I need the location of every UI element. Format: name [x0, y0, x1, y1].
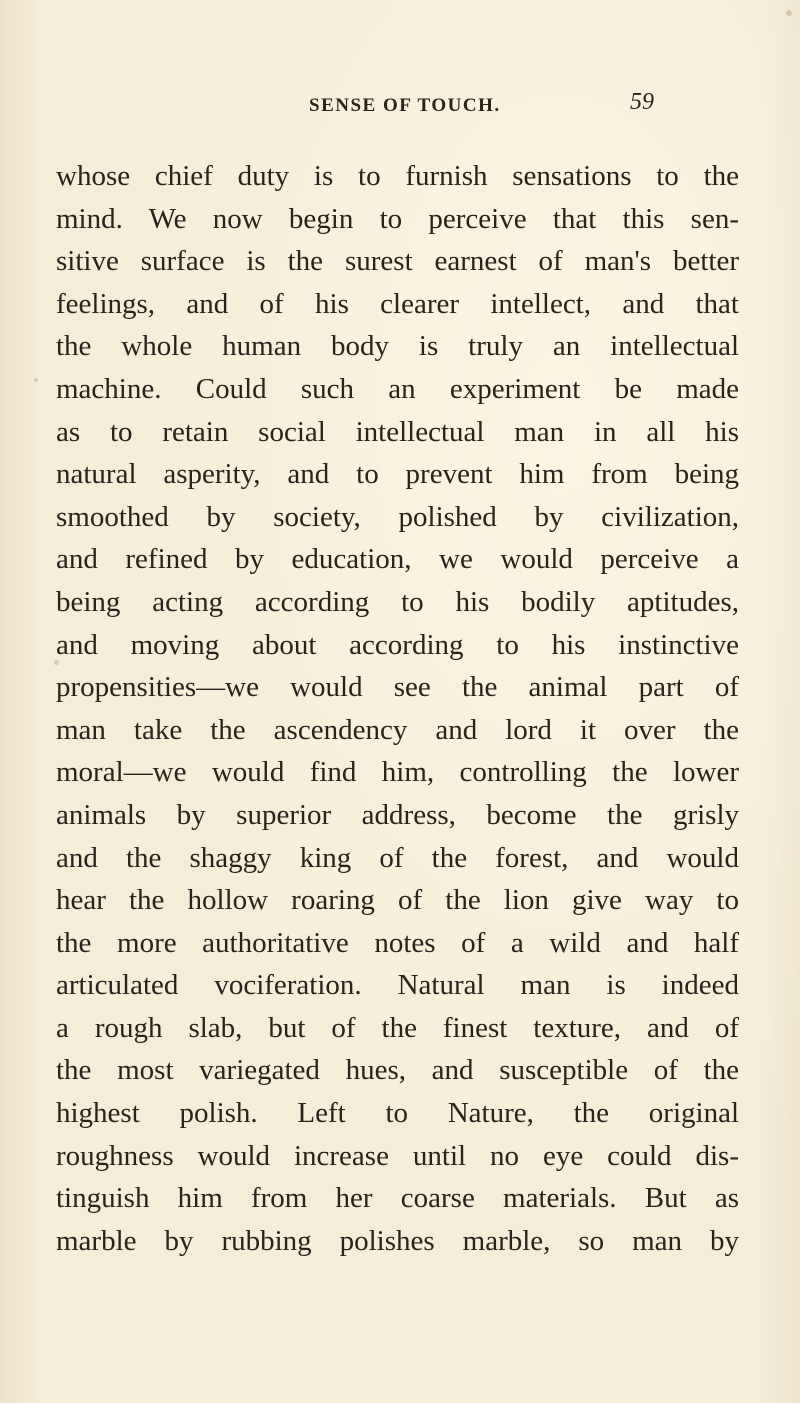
text-line: as to retain social intellectual man in all his — [56, 415, 739, 448]
text-line: mind. We now begin to perceive that this sen- — [56, 202, 739, 235]
text-line: being acting according to his bodily aptitudes, — [56, 585, 739, 618]
text-line: moral—we would find him, controlling the lower — [56, 756, 739, 789]
text-line: the more authoritative notes of a wild and half — [56, 926, 739, 959]
text-line: the most variegated hues, and susceptible of the — [56, 1054, 739, 1087]
text-line: marble by rubbing polishes marble, so man by — [56, 1224, 739, 1257]
text-line: and moving about according to his instinctive — [56, 628, 739, 661]
text-line: feelings, and of his clearer intellect, and that — [56, 287, 739, 320]
text-line: sitive surface is the surest earnest of man's better — [56, 245, 739, 278]
text-line: machine. Could such an experiment be made — [56, 372, 739, 405]
text-line: and refined by education, we would perceive a — [56, 543, 739, 576]
text-line: propensities—we would see the animal part of — [56, 671, 739, 704]
paper-mark — [34, 378, 38, 382]
text-line: and the shaggy king of the forest, and would — [56, 841, 739, 874]
text-line: articulated vociferation. Natural man is indeed — [56, 969, 739, 1002]
paper-mark — [54, 660, 59, 665]
text-line: smoothed by society, polished by civilization, — [56, 500, 739, 533]
text-line: the whole human body is truly an intellectual — [56, 330, 739, 363]
running-title: SENSE OF TOUCH. — [309, 95, 501, 116]
running-head — [0, 90, 800, 122]
text-line: natural asperity, and to prevent him from being — [56, 458, 739, 491]
text-line: tinguish him from her coarse materials. But as — [56, 1182, 739, 1215]
text-line: man take the ascendency and lord it over the — [56, 713, 739, 746]
body-text — [56, 155, 739, 1262]
text-line: whose chief duty is to furnish sensations to the — [56, 160, 739, 192]
text-line: hear the hollow roaring of the lion give way to — [56, 884, 739, 917]
text-line: animals by superior address, become the grisly — [56, 798, 739, 831]
text-line: a rough slab, but of the finest texture, and of — [56, 1011, 739, 1044]
text-line: roughness would increase until no eye could dis- — [56, 1139, 739, 1172]
paper-mark — [786, 10, 792, 16]
page-number: 59 — [630, 89, 654, 115]
text-line: highest polish. Left to Nature, the original — [56, 1097, 739, 1130]
